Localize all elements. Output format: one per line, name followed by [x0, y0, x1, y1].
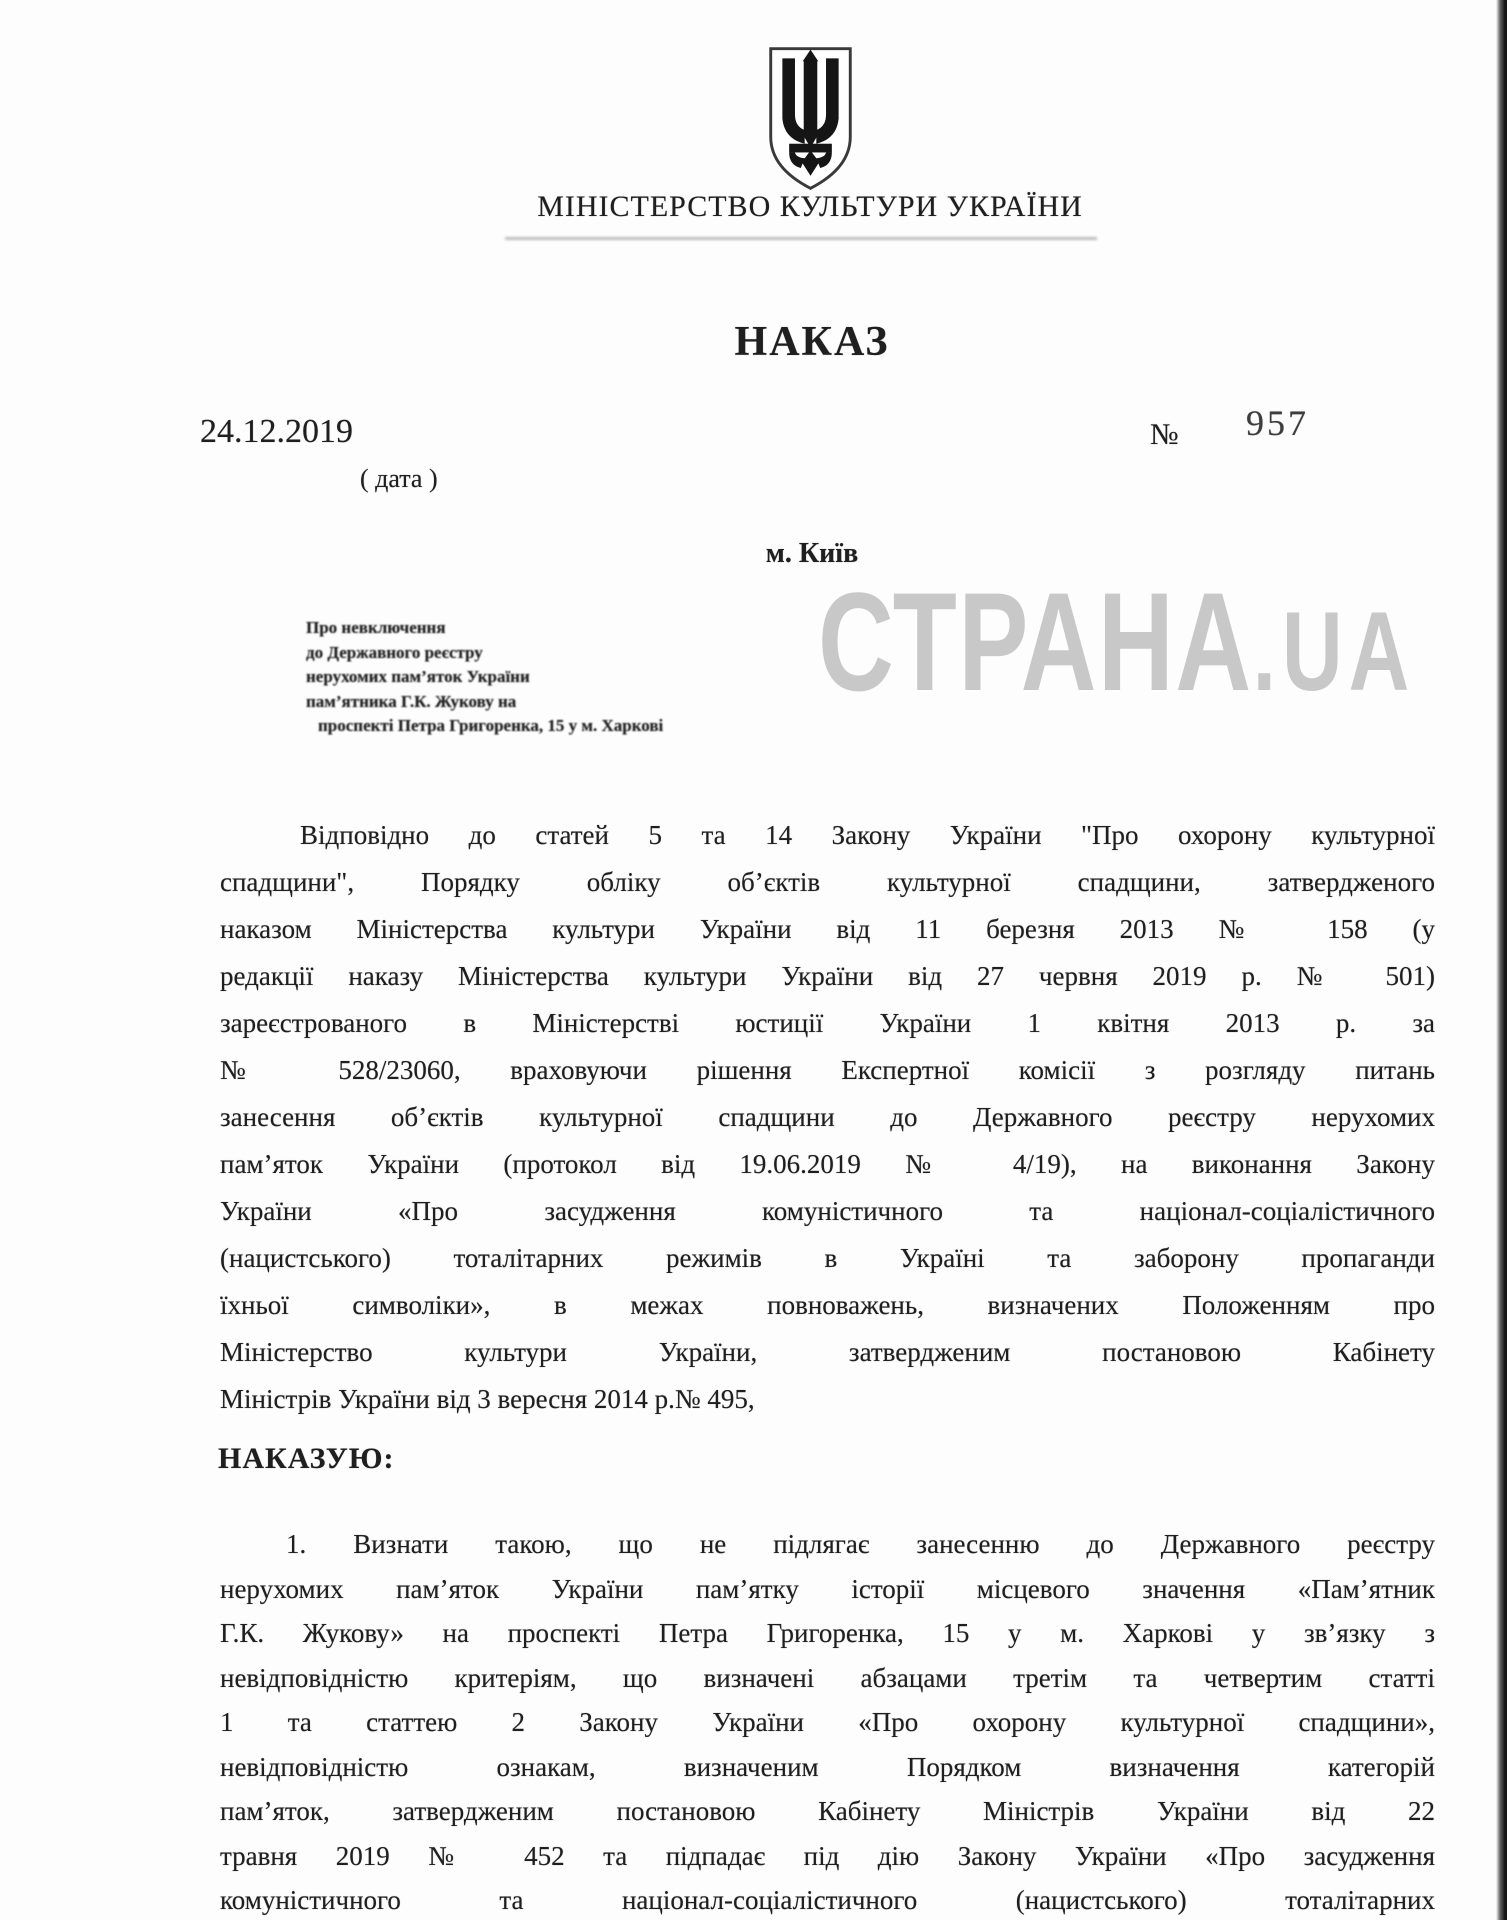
- preamble-line: № 528/23060, враховуючи рішення Експертної комісії з розгляду питань: [220, 1055, 1435, 1085]
- order-item-line: нерухомих пам’яток України пам’ятку історії місцевого значення «Пам’ятник: [220, 1573, 1435, 1604]
- order-item-1: [220, 1522, 1435, 1920]
- preamble-line: наказом Міністерства культури України від 11 березня 2013 № 158 (у: [220, 914, 1435, 944]
- order-item-line: 1. Визнати такою, що не підлягає занесенню до Державного реєстру: [286, 1529, 1435, 1559]
- watermark-main-text: СТРАНА: [818, 563, 1253, 720]
- header-divider-line: [505, 237, 1097, 240]
- order-item-line: невідповідністю ознакам, визначеним Порядком визначення категорій: [220, 1751, 1435, 1782]
- date-caption: ( дата ): [360, 464, 438, 493]
- order-item-line: Г.К. Жукову» на проспекті Петра Григоренка, 15 у м. Харкові у зв’язку з: [220, 1618, 1435, 1648]
- preamble-line: їхньої символіки», в межах повноважень, визначених Положенням про: [220, 1290, 1435, 1320]
- document-type-title: НАКАЗ: [734, 319, 890, 365]
- order-item-line: 1 та статтею 2 Закону України «Про охорону культурної спадщини»,: [220, 1707, 1435, 1737]
- preamble-line: України «Про засудження комуністичного та націонал-соціалістичного: [220, 1196, 1435, 1226]
- subject-block: [306, 616, 663, 739]
- order-item-line: пам’яток, затвердженим постановою Кабінету Міністрів України від 22: [220, 1796, 1435, 1826]
- order-item-line: травня 2019 № 452 та підпадає під дію Закону України «Про засудження: [220, 1840, 1435, 1871]
- preamble-line: зареєстрованого в Міністерстві юстиції України 1 квітня 2013 р. за: [220, 1008, 1435, 1038]
- order-number: 957: [1246, 403, 1309, 443]
- subject-line: проспекті Петра Григоренка, 15 у м. Харкові: [318, 716, 664, 735]
- preamble-line: редакції наказу Міністерства культури України від 27 червня 2019 р. № 501): [220, 961, 1435, 991]
- preamble-line: Міністрів України від 3 вересня 2014 р.№ 495,: [220, 1384, 755, 1414]
- watermark: [818, 563, 1416, 720]
- watermark-suffix: .UA: [1252, 589, 1416, 714]
- subject-line: пам’ятника Г.К. Жукову на: [306, 691, 517, 711]
- subject-line: нерухомих пам’яток України: [306, 667, 530, 686]
- order-heading: НАКАЗУЮ:: [218, 1442, 395, 1475]
- city-line: м. Київ: [765, 538, 859, 569]
- subject-line: Про невключення: [306, 618, 446, 637]
- preamble-line: Міністерство культури України, затвердженим постановою Кабінету: [220, 1337, 1435, 1367]
- preamble-line: Відповідно до статей 5 та 14 Закону України "Про охорону культурної: [300, 820, 1435, 850]
- preamble-line: пам’яток України (протокол від 19.06.2019 № 4/19), на виконання Закону: [220, 1149, 1435, 1179]
- subject-line: до Державного реєстру: [306, 642, 483, 662]
- ministry-name: МІНІСТЕРСТВО КУЛЬТУРИ УКРАЇНИ: [537, 190, 1083, 223]
- order-item-line: невідповідністю критеріям, що визначені абзацами третім та четвертим статті: [220, 1662, 1435, 1693]
- preamble-line: спадщини", Порядку обліку об’єктів культурної спадщини, затвердженого: [220, 867, 1435, 897]
- number-sign: №: [1150, 418, 1179, 451]
- preamble-line: занесення об’єктів культурної спадщини до Державного реєстру нерухомих: [220, 1102, 1435, 1132]
- scan-edge-shadow: [1496, 0, 1507, 1920]
- preamble-paragraph: [220, 812, 1435, 1423]
- ukraine-trident-emblem: [762, 44, 859, 193]
- preamble-line: (нацистського) тоталітарних режимів в Україні та заборону пропаганди: [220, 1243, 1435, 1273]
- order-item-line: комуністичного та націонал-соціалістичного (нацистського) тоталітарних: [220, 1885, 1435, 1915]
- order-date: 24.12.2019: [200, 413, 353, 450]
